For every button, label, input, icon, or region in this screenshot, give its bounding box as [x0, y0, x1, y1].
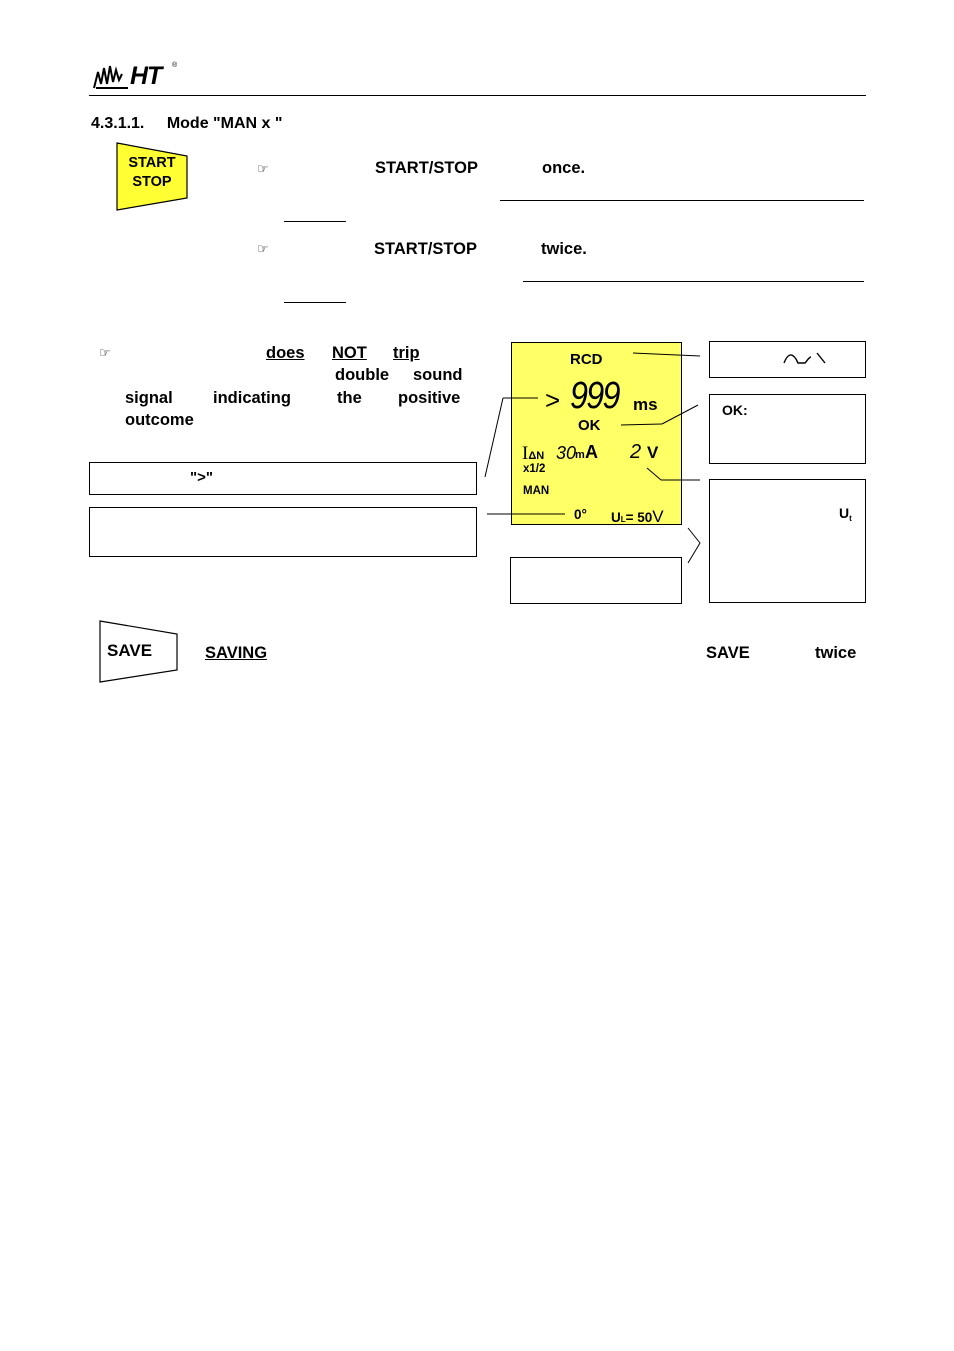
display-idn-symbol: IΔN — [522, 443, 545, 464]
pointing-hand-icon: ☞ — [257, 241, 269, 256]
note-not: NOT — [332, 344, 367, 362]
step1-key-name: START/STOP — [375, 159, 478, 177]
display-voltage-value: 2 — [630, 441, 642, 463]
display-mode: MAN — [523, 485, 550, 497]
display-multiplier: x1/2 — [523, 463, 546, 475]
ok-callout-label: OK: — [722, 402, 748, 418]
display-current-value: 30 — [556, 443, 577, 463]
step2-key-name: START/STOP — [374, 240, 477, 258]
note-double: double — [335, 366, 390, 384]
display-ul-limit: UL= 50V — [611, 507, 664, 526]
greater-symbol-text: ">" — [190, 469, 213, 486]
note-positive: positive — [398, 389, 461, 407]
note-indicating: indicating — [213, 389, 291, 407]
registered-mark: ® — [172, 62, 178, 69]
display-ok-label: OK — [578, 417, 601, 434]
step1-count: once. — [542, 159, 586, 177]
note-signal: signal — [125, 389, 173, 407]
display-current-unit: A — [585, 442, 598, 462]
note-does: does — [266, 344, 305, 362]
display-voltage-unit: V — [647, 443, 659, 462]
section-number: 4.3.1.1. — [91, 115, 145, 132]
step2-count: twice. — [541, 240, 587, 258]
display-time-value: 999 — [570, 375, 619, 417]
note-the: the — [337, 389, 362, 407]
note-outcome: outcome — [125, 411, 194, 429]
save-key[interactable] — [99, 620, 179, 683]
section-title: Mode "MAN x " — [166, 115, 283, 132]
start-key-label: START — [128, 155, 176, 171]
saving-title: SAVING — [205, 644, 268, 662]
note-sound: sound — [413, 366, 463, 384]
logo-text: HT — [130, 62, 162, 90]
saving-count: twice — [815, 644, 857, 662]
display-greater-symbol: > — [545, 385, 561, 415]
pointing-hand-icon: ☞ — [257, 161, 269, 176]
display-time-unit: ms — [633, 395, 658, 414]
saving-key-name: SAVE — [706, 644, 750, 662]
display-rcd-label: RCD — [570, 351, 603, 368]
stop-key-label: STOP — [132, 174, 172, 190]
note-trip: trip — [393, 344, 420, 362]
save-key-label: SAVE — [107, 641, 153, 660]
display-phase: 0° — [574, 507, 587, 522]
ut-symbol: $U_t$ — [839, 505, 852, 523]
display-current-prefix: m — [575, 449, 585, 461]
pointing-hand-icon: ☞ — [99, 345, 111, 360]
